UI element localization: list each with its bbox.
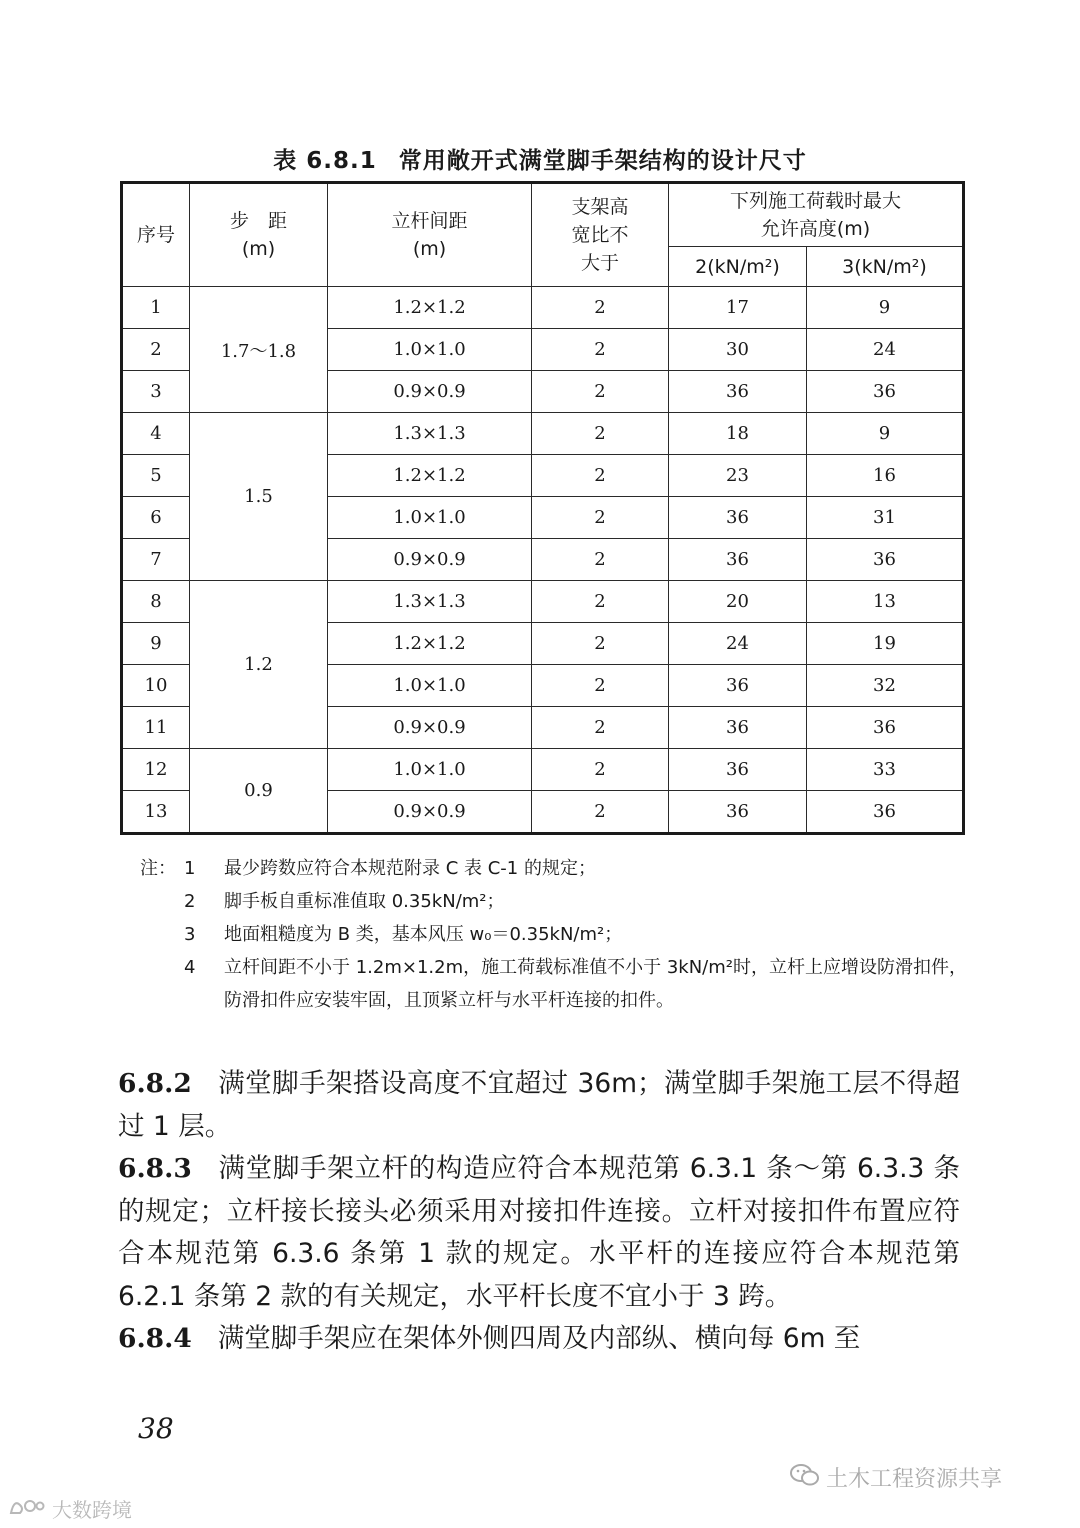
cell-step: 1.2 [190, 581, 328, 749]
section-text: 满堂脚手架应在架体外侧四周及内部纵、横向每 6m 至 [217, 1323, 861, 1354]
cell-height-load-3: 16 [807, 455, 964, 497]
cell-seq: 6 [122, 497, 190, 539]
note-number: 4 [184, 957, 196, 978]
cell-height-load-2: 36 [669, 707, 807, 749]
cell-spacing: 1.3×1.3 [328, 581, 532, 623]
cell-ratio: 2 [532, 329, 669, 371]
header-step: 步 距 (m) [190, 183, 328, 287]
table-caption-title: 常用敞开式满堂脚手架结构的设计尺寸 [398, 148, 807, 174]
brand-icon [8, 1495, 46, 1522]
page-number: 38 [138, 1412, 174, 1445]
section-number: 6.8.4 [118, 1323, 192, 1354]
cell-step: 0.9 [190, 749, 328, 834]
cell-ratio: 2 [532, 539, 669, 581]
cell-height-load-2: 36 [669, 791, 807, 834]
cell-height-load-2: 36 [669, 539, 807, 581]
cell-spacing: 1.2×1.2 [328, 287, 532, 329]
cell-ratio: 2 [532, 497, 669, 539]
cell-height-load-3: 31 [807, 497, 964, 539]
note-item [140, 852, 970, 885]
watermark-left-text: 大数跨境 [52, 1498, 132, 1522]
cell-spacing: 1.0×1.0 [328, 497, 532, 539]
section-paragraph [118, 1318, 960, 1361]
section-text: 满堂脚手架搭设高度不宜超过 36m；满堂脚手架施工层不得超过 1 层。 [118, 1068, 960, 1142]
cell-height-load-3: 13 [807, 581, 964, 623]
cell-height-load-2: 36 [669, 749, 807, 791]
cell-ratio: 2 [532, 413, 669, 455]
note-text: 脚手板自重标准值取 0.35kN/m²； [224, 891, 505, 912]
cell-seq: 8 [122, 581, 190, 623]
cell-height-load-3: 19 [807, 623, 964, 665]
section-number: 6.8.2 [118, 1068, 192, 1099]
table-row [122, 749, 964, 791]
watermark-right-text: 土木工程资源共享 [826, 1467, 1003, 1492]
table-notes [140, 852, 970, 1017]
cell-ratio: 2 [532, 707, 669, 749]
body-text [118, 1063, 960, 1361]
cell-height-load-2: 36 [669, 497, 807, 539]
section-text: 满堂脚手架立杆的构造应符合本规范第 6.3.1 条～第 6.3.3 条的规定；立杆接长接头必须采用对接扣件连接。立杆对接扣件布置应符合本规范第 6.3.6 条第 1 款的规定。水平杆的连接应符合本规范第 6.2.1 条第 2 款的有关规定，水平杆长度不宜小于 3 跨。 [118, 1153, 960, 1312]
table-row [122, 581, 964, 623]
cell-seq: 4 [122, 413, 190, 455]
section-paragraph [118, 1063, 960, 1148]
design-dimensions-table [120, 181, 965, 835]
note-item [140, 918, 970, 951]
header-pole-spacing: 立杆间距 (m) [328, 183, 532, 287]
table-row [122, 413, 964, 455]
cell-step: 1.5 [190, 413, 328, 581]
cell-seq: 12 [122, 749, 190, 791]
cell-height-load-3: 36 [807, 371, 964, 413]
note-text: 立杆间距不小于 1.2m×1.2m，施工荷载标准值不小于 3kN/m²时，立杆上应增设防滑扣件，防滑扣件应安装牢固，且顶紧立杆与水平杆连接的扣件。 [224, 957, 967, 1011]
cell-ratio: 2 [532, 665, 669, 707]
note-text: 最少跨数应符合本规范附录 C 表 C-1 的规定； [224, 858, 596, 879]
cell-height-load-3: 36 [807, 539, 964, 581]
cell-spacing: 0.9×0.9 [328, 371, 532, 413]
cell-height-load-2: 36 [669, 665, 807, 707]
note-number: 2 [184, 891, 196, 912]
cell-ratio: 2 [532, 791, 669, 834]
cell-spacing: 1.2×1.2 [328, 455, 532, 497]
cell-height-load-3: 33 [807, 749, 964, 791]
cell-spacing: 0.9×0.9 [328, 707, 532, 749]
cell-spacing: 1.0×1.0 [328, 749, 532, 791]
cell-spacing: 0.9×0.9 [328, 791, 532, 834]
note-item [140, 885, 970, 918]
header-load-3: 3(kN/m²) [807, 247, 964, 287]
cell-spacing: 1.2×1.2 [328, 623, 532, 665]
cell-seq: 10 [122, 665, 190, 707]
cell-height-load-2: 36 [669, 371, 807, 413]
cell-seq: 9 [122, 623, 190, 665]
cell-height-load-2: 24 [669, 623, 807, 665]
cell-height-load-3: 9 [807, 287, 964, 329]
cell-spacing: 0.9×0.9 [328, 539, 532, 581]
cell-ratio: 2 [532, 455, 669, 497]
note-item [140, 951, 970, 1017]
header-load-2: 2(kN/m²) [669, 247, 807, 287]
note-number: 3 [184, 924, 196, 945]
note-number: 1 [184, 858, 196, 879]
section-paragraph [118, 1148, 960, 1318]
cell-step: 1.7～1.8 [190, 287, 328, 413]
cell-ratio: 2 [532, 749, 669, 791]
cell-ratio: 2 [532, 287, 669, 329]
cell-ratio: 2 [532, 623, 669, 665]
wechat-icon [790, 1463, 820, 1493]
cell-height-load-3: 24 [807, 329, 964, 371]
cell-height-load-2: 23 [669, 455, 807, 497]
cell-height-load-3: 36 [807, 791, 964, 834]
note-text: 地面粗糙度为 B 类，基本风压 w₀＝0.35kN/m²； [224, 924, 623, 945]
cell-height-load-2: 30 [669, 329, 807, 371]
cell-spacing: 1.0×1.0 [328, 665, 532, 707]
cell-ratio: 2 [532, 581, 669, 623]
cell-height-load-3: 9 [807, 413, 964, 455]
table-caption-number: 表 6.8.1 [273, 148, 377, 174]
table-caption [0, 142, 1080, 175]
cell-seq: 3 [122, 371, 190, 413]
watermark-left [8, 1494, 132, 1523]
cell-height-load-2: 20 [669, 581, 807, 623]
cell-seq: 1 [122, 287, 190, 329]
cell-height-load-2: 18 [669, 413, 807, 455]
cell-spacing: 1.3×1.3 [328, 413, 532, 455]
notes-prefix: 注： [140, 858, 176, 879]
cell-seq: 5 [122, 455, 190, 497]
cell-height-load-3: 36 [807, 707, 964, 749]
cell-spacing: 1.0×1.0 [328, 329, 532, 371]
section-number: 6.8.3 [118, 1153, 192, 1184]
cell-height-load-3: 32 [807, 665, 964, 707]
cell-height-load-2: 17 [669, 287, 807, 329]
cell-seq: 7 [122, 539, 190, 581]
cell-seq: 11 [122, 707, 190, 749]
cell-seq: 2 [122, 329, 190, 371]
header-max-height: 下列施工荷载时最大 允许高度(m) [669, 183, 964, 247]
cell-seq: 13 [122, 791, 190, 834]
header-seq: 序号 [122, 183, 190, 287]
cell-ratio: 2 [532, 371, 669, 413]
header-height-width-ratio: 支架高 宽比不 大于 [532, 183, 669, 287]
watermark-right [790, 1462, 1002, 1493]
table-row [122, 287, 964, 329]
